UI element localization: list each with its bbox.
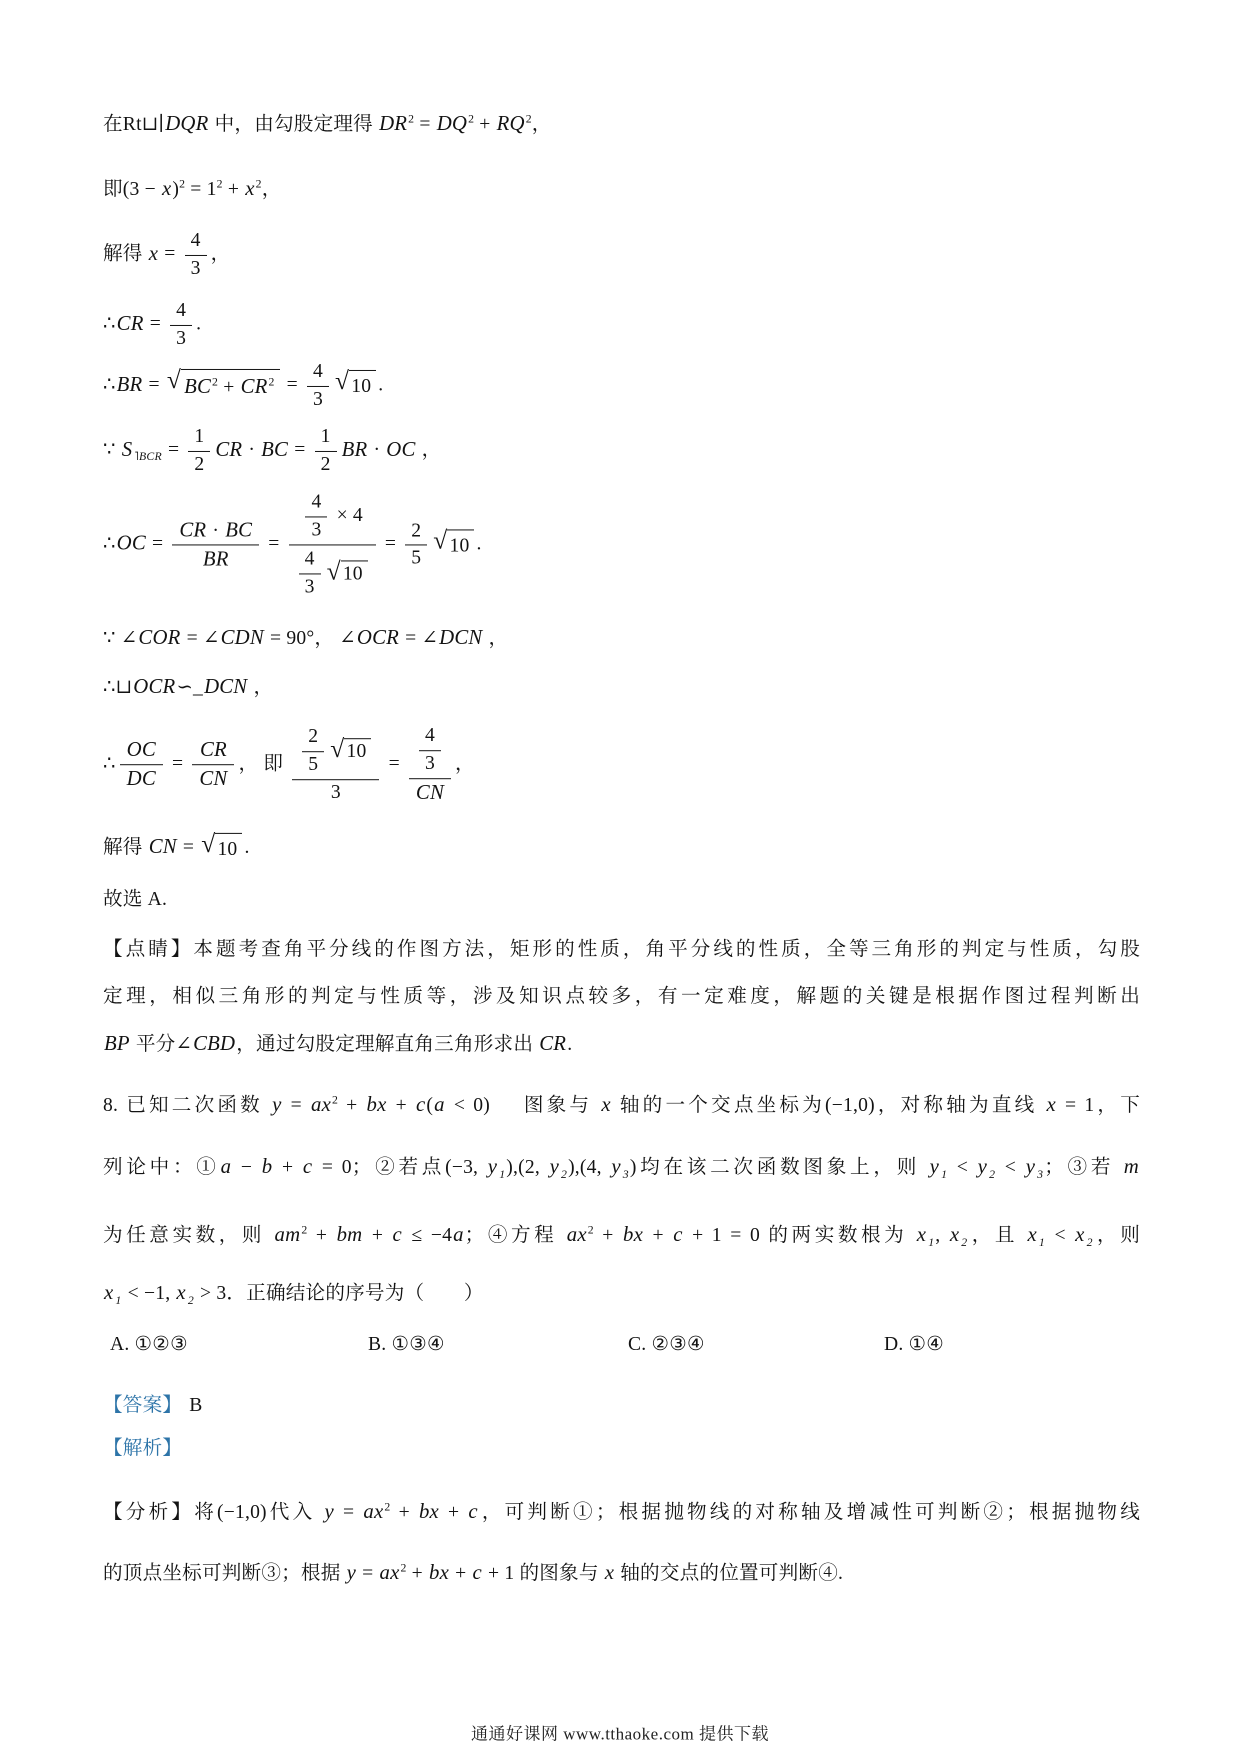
choice-c: C. ②③④ xyxy=(628,1333,705,1355)
solution-line-9: ∴⊔OCR∽_DCN ， xyxy=(103,674,274,698)
question-8-line-4: x $_1$ < −1, x $_2$ > 3．正确结论的序号为（ ） xyxy=(104,1280,484,1307)
answer-label: 【答案】 xyxy=(103,1394,183,1416)
analysis-line-1: 【分析】将(−1,0)代入 $y = ax^2$ + bx + c，可判断①；根据抛物线的对称轴及增减性可判断②；根据抛物线 xyxy=(103,1499,1141,1523)
solution-line-11: 解得 CN = √ 10 . xyxy=(103,832,1140,864)
choice-a: A. ①②③ xyxy=(110,1333,188,1355)
solution-line-6: ∵ S $_{˥BCR}$ = $\frac{1}{2}$ CR · BC = $\frac{1}{2}$ BR · OC ， xyxy=(103,425,442,475)
solution-line-7: ∴OC = $\frac{CR \cdot BC}{BR}$ = $\frac{4}{3}$ × 4 $\frac{4}{3}$ √ 10 = $\frac{2}{5}$ √ 10 . xyxy=(103,491,482,598)
note-line-1: 【点睛】本题考查角平分线的作图方法，矩形的性质，角平分线的性质，全等三角形的判定与性质，勾股 xyxy=(103,938,1140,960)
solution-line-1: 在Rt⊔∣DQR 中，由勾股定理得 $DR^2 = DQ^2 + RQ^2$， xyxy=(103,111,552,135)
choice-d: D. ①④ xyxy=(884,1333,945,1355)
solution-line-4: ∴CR = $\frac{4}{3}$ . xyxy=(103,299,202,349)
analysis-header xyxy=(103,1435,1140,1463)
solution-line-3: 解得 x = $\frac{4}{3}$ ， xyxy=(103,229,231,279)
analysis-header-label: 【解析】 xyxy=(103,1437,183,1459)
solution-line-8: ∵ ∠COR = ∠CDN = 90°， ∠OCR = ∠DCN ， xyxy=(103,625,509,649)
solution-line-10: ∴ $\frac{OC}{DC}$ = $\frac{CR}{CN}$ ， 即 $\frac{2}{5}$ √ 10 3 = $\frac{\frac{4}{3}}{CN}$ ， xyxy=(103,725,475,805)
solution-line-2: 即$(3 - x)^2 = 1^2 + x^2$， xyxy=(103,176,282,200)
analysis-line-2: 的顶点坐标可判断③；根据 $y = ax^2$ + bx + c + 1 的图象与 x 轴的交点的位置可判断④. xyxy=(103,1560,844,1584)
question-8-line-3: 为任意实数，则 $am^2$ + bm + c ≤ −4a；④方程 $ax^2$ + bx + c + 1 = 0 的两实数根为 x $_1$, x $_2$，且 x $_1$ < x $_2$，则 xyxy=(103,1222,1140,1249)
note-line-3: BP 平分∠CBD，通过勾股定理解直角三角形求出 CR. xyxy=(104,1031,573,1055)
note-line-2: 定理，相似三角形的判定与性质等，涉及知识点较多，有一定难度，解题的关键是根据作图过程判断出 xyxy=(103,985,1140,1007)
answer-line xyxy=(103,1392,1140,1420)
answer-value: B xyxy=(189,1394,203,1416)
footer-watermark: 通通好课网 www.tthaoke.com 提供下载 xyxy=(470,1724,770,1744)
choice-b: B. ①③④ xyxy=(368,1333,445,1355)
solution-line-5: ∴BR = √ $BC^2 + CR^2$ = $\frac{4}{3}$ √ 10 . xyxy=(103,360,384,410)
question-8-line-1: 8. 已知二次函数 $y = ax^2$ + bx + c(a < 0) 图象与 x 轴的一个交点坐标为(−1,0)，对称轴为直线 x = 1，下 xyxy=(103,1092,1141,1116)
choices-row xyxy=(103,1333,1140,1375)
question-8-line-2: 列论中：①a − b + c = 0；②若点(−3, y $_1$),(2, y $_2$),(4, y $_3$)均在该二次函数图象上，则 y $_1$ < y $_2$ < y $_3$；③若 m xyxy=(103,1154,1139,1181)
solution-conclusion: 故选 A. xyxy=(103,888,168,910)
